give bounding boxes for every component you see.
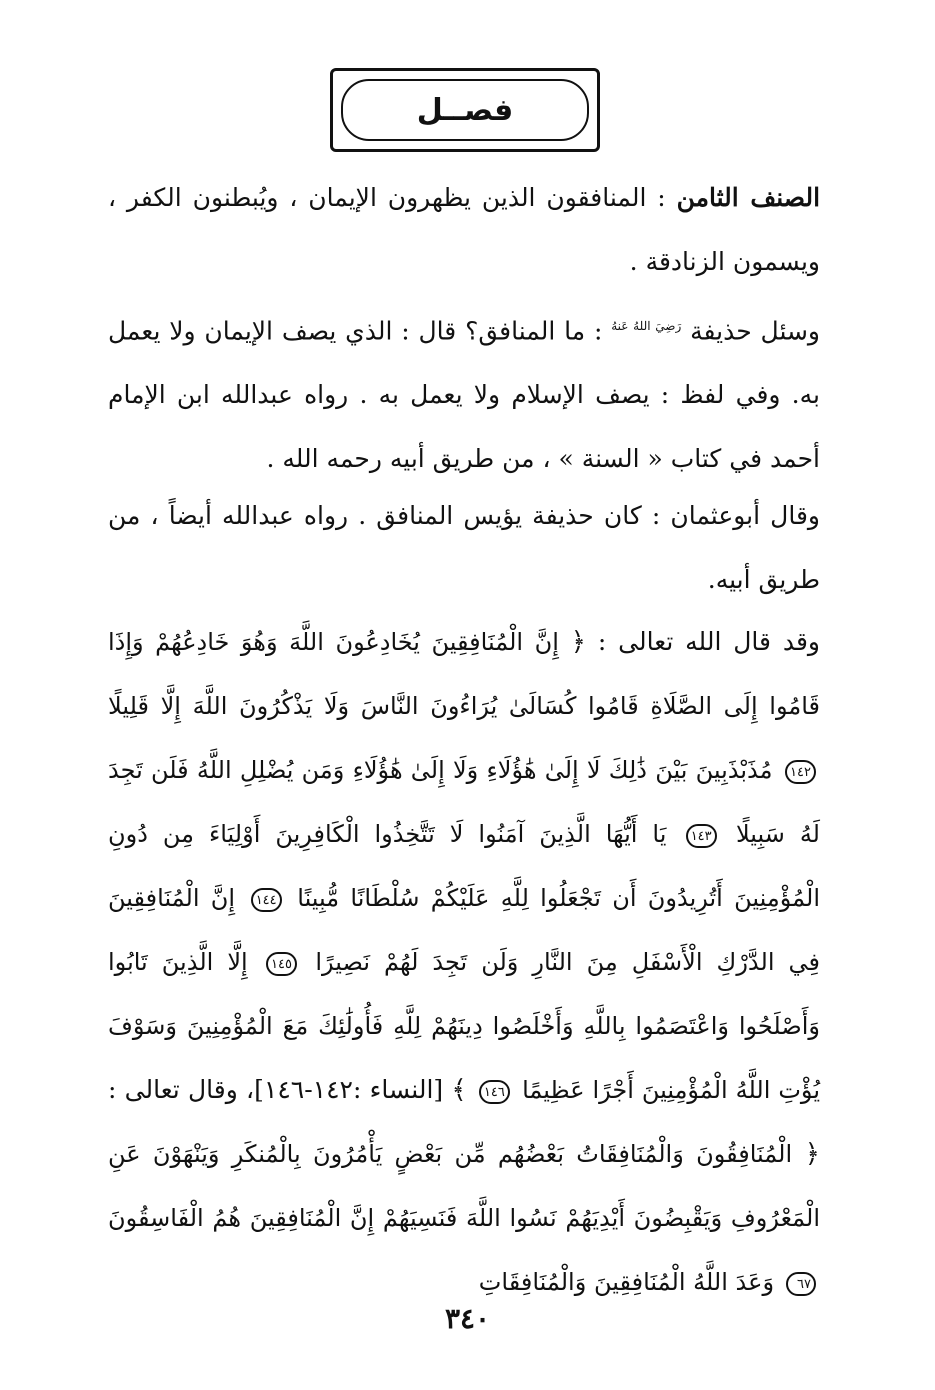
paragraph-text: : المنافقون الذين يظهرون الإيمان ، ويُبطنون الكفر ، ويسمون الزنادقة .: [108, 183, 820, 276]
quote-connector: ، وقال تعالى :: [108, 1075, 255, 1104]
paragraph-quran-quotation: [108, 610, 820, 1314]
verse-146: إِلَّا الَّذِينَ تَابُوا وَأَصْلَحُوا وَاعْتَصَمُوا بِاللَّهِ وَأَخْلَصُوا دِينَهُمْ لِلَّهِ فَأُولَٰئِكَ مَعَ الْمُؤْمِنِينَ وَسَوْفَ يُؤْتِ اللَّهُ الْمُؤْمِنِينَ أَجْرًا عَظِيمًا: [108, 948, 821, 1104]
page-number: ٣٤٠: [444, 1302, 491, 1335]
paragraph-lead: الصنف الثامن: [676, 183, 821, 212]
ayah-number-marker: ١٤٢: [785, 760, 816, 784]
ayah-number-marker: ٦٧: [786, 1272, 816, 1296]
verse-68-start: وَعَدَ اللَّهُ الْمُنَافِقِينَ وَالْمُنَافِقَاتِ: [478, 1268, 775, 1296]
ayah-number-marker: ١٤٣: [686, 824, 717, 848]
paragraph-hudhayfa-question: [108, 294, 820, 491]
verse-144: يَا أَيُّهَا الَّذِينَ آمَنُوا لَا تَتَّخِذُوا الْكَافِرِينَ أَوْلِيَاءَ مِن دُونِ الْمُؤْمِنِينَ أَتُرِيدُونَ أَن تَجْعَلُوا لِلَّهِ عَلَيْكُمْ سُلْطَانًا مُّبِينًا: [108, 820, 820, 912]
paragraph-eighth-category: [108, 166, 820, 294]
honorific-glyph: رَضِيَ اللهُ عَنهُ: [611, 319, 682, 333]
paragraph-abu-uthman: [108, 484, 820, 612]
paragraph-text: : ما المنافق؟ قال : الذي يصف الإيمان ولا يعمل به. وفي لفظ : يصف الإسلام ولا يعمل به . رواه عبدالله ابن الإمام أحمد في كتاب « السنة » ، من طريق أبيه رحمه الله .: [108, 316, 820, 474]
section-title-frame: [330, 68, 600, 152]
verse-67: الْمُنَافِقُونَ وَالْمُنَافِقَاتُ بَعْضُهُم مِّن بَعْضٍ يَأْمُرُونَ بِالْمُنكَرِ وَيَنْهَوْنَ عَنِ الْمَعْرُوفِ وَيَقْبِضُونَ أَيْدِيَهُمْ نَسُوا اللَّهَ فَنَسِيَهُمْ إِنَّ الْمُنَافِقِينَ هُمُ الْفَاسِقُونَ: [108, 1140, 820, 1232]
quran-open-bracket: ﴿: [570, 627, 587, 657]
verse-143: مُذَبْذَبِينَ بَيْنَ ذَٰلِكَ لَا إِلَىٰ هَٰؤُلَاءِ وَلَا إِلَىٰ هَٰؤُلَاءِ وَمَن يُضْلِلِ اللَّهُ فَلَن تَجِدَ لَهُ سَبِيلًا: [108, 756, 820, 848]
ayah-number-marker: ١٤٥: [266, 952, 297, 976]
ayah-number-marker: ١٤٤: [251, 888, 282, 912]
quote-intro: وقد قال الله تعالى :: [597, 627, 821, 656]
section-title-inner-border: [341, 79, 589, 141]
quran-open-bracket: ﴿: [804, 1139, 820, 1169]
paragraph-text: وقال أبوعثمان : كان حذيفة يؤيس المنافق . رواه عبدالله أيضاً ، من طريق أبيه.: [108, 501, 820, 594]
verse-142: إِنَّ الْمُنَافِقِينَ يُخَادِعُونَ اللَّهَ وَهُوَ خَادِعُهُمْ وَإِذَا قَامُوا إِلَى الصَّلَاةِ قَامُوا كُسَالَىٰ يُرَاءُونَ النَّاسَ وَلَا يَذْكُرُونَ اللَّهَ إِلَّا قَلِيلًا: [108, 628, 820, 720]
verse-145: إِنَّ الْمُنَافِقِينَ فِي الدَّرْكِ الْأَسْفَلِ مِنَ النَّارِ وَلَن تَجِدَ لَهُمْ نَصِيرًا: [108, 884, 820, 976]
paragraph-text: وسئل حذيفة: [690, 316, 821, 346]
section-title: فصــل: [416, 92, 514, 128]
ayah-number-marker: ١٤٦: [479, 1080, 510, 1104]
quran-close-bracket: ﴾: [451, 1075, 467, 1105]
surah-reference: [النساء :١٤٢-١٤٦]: [254, 1075, 444, 1104]
